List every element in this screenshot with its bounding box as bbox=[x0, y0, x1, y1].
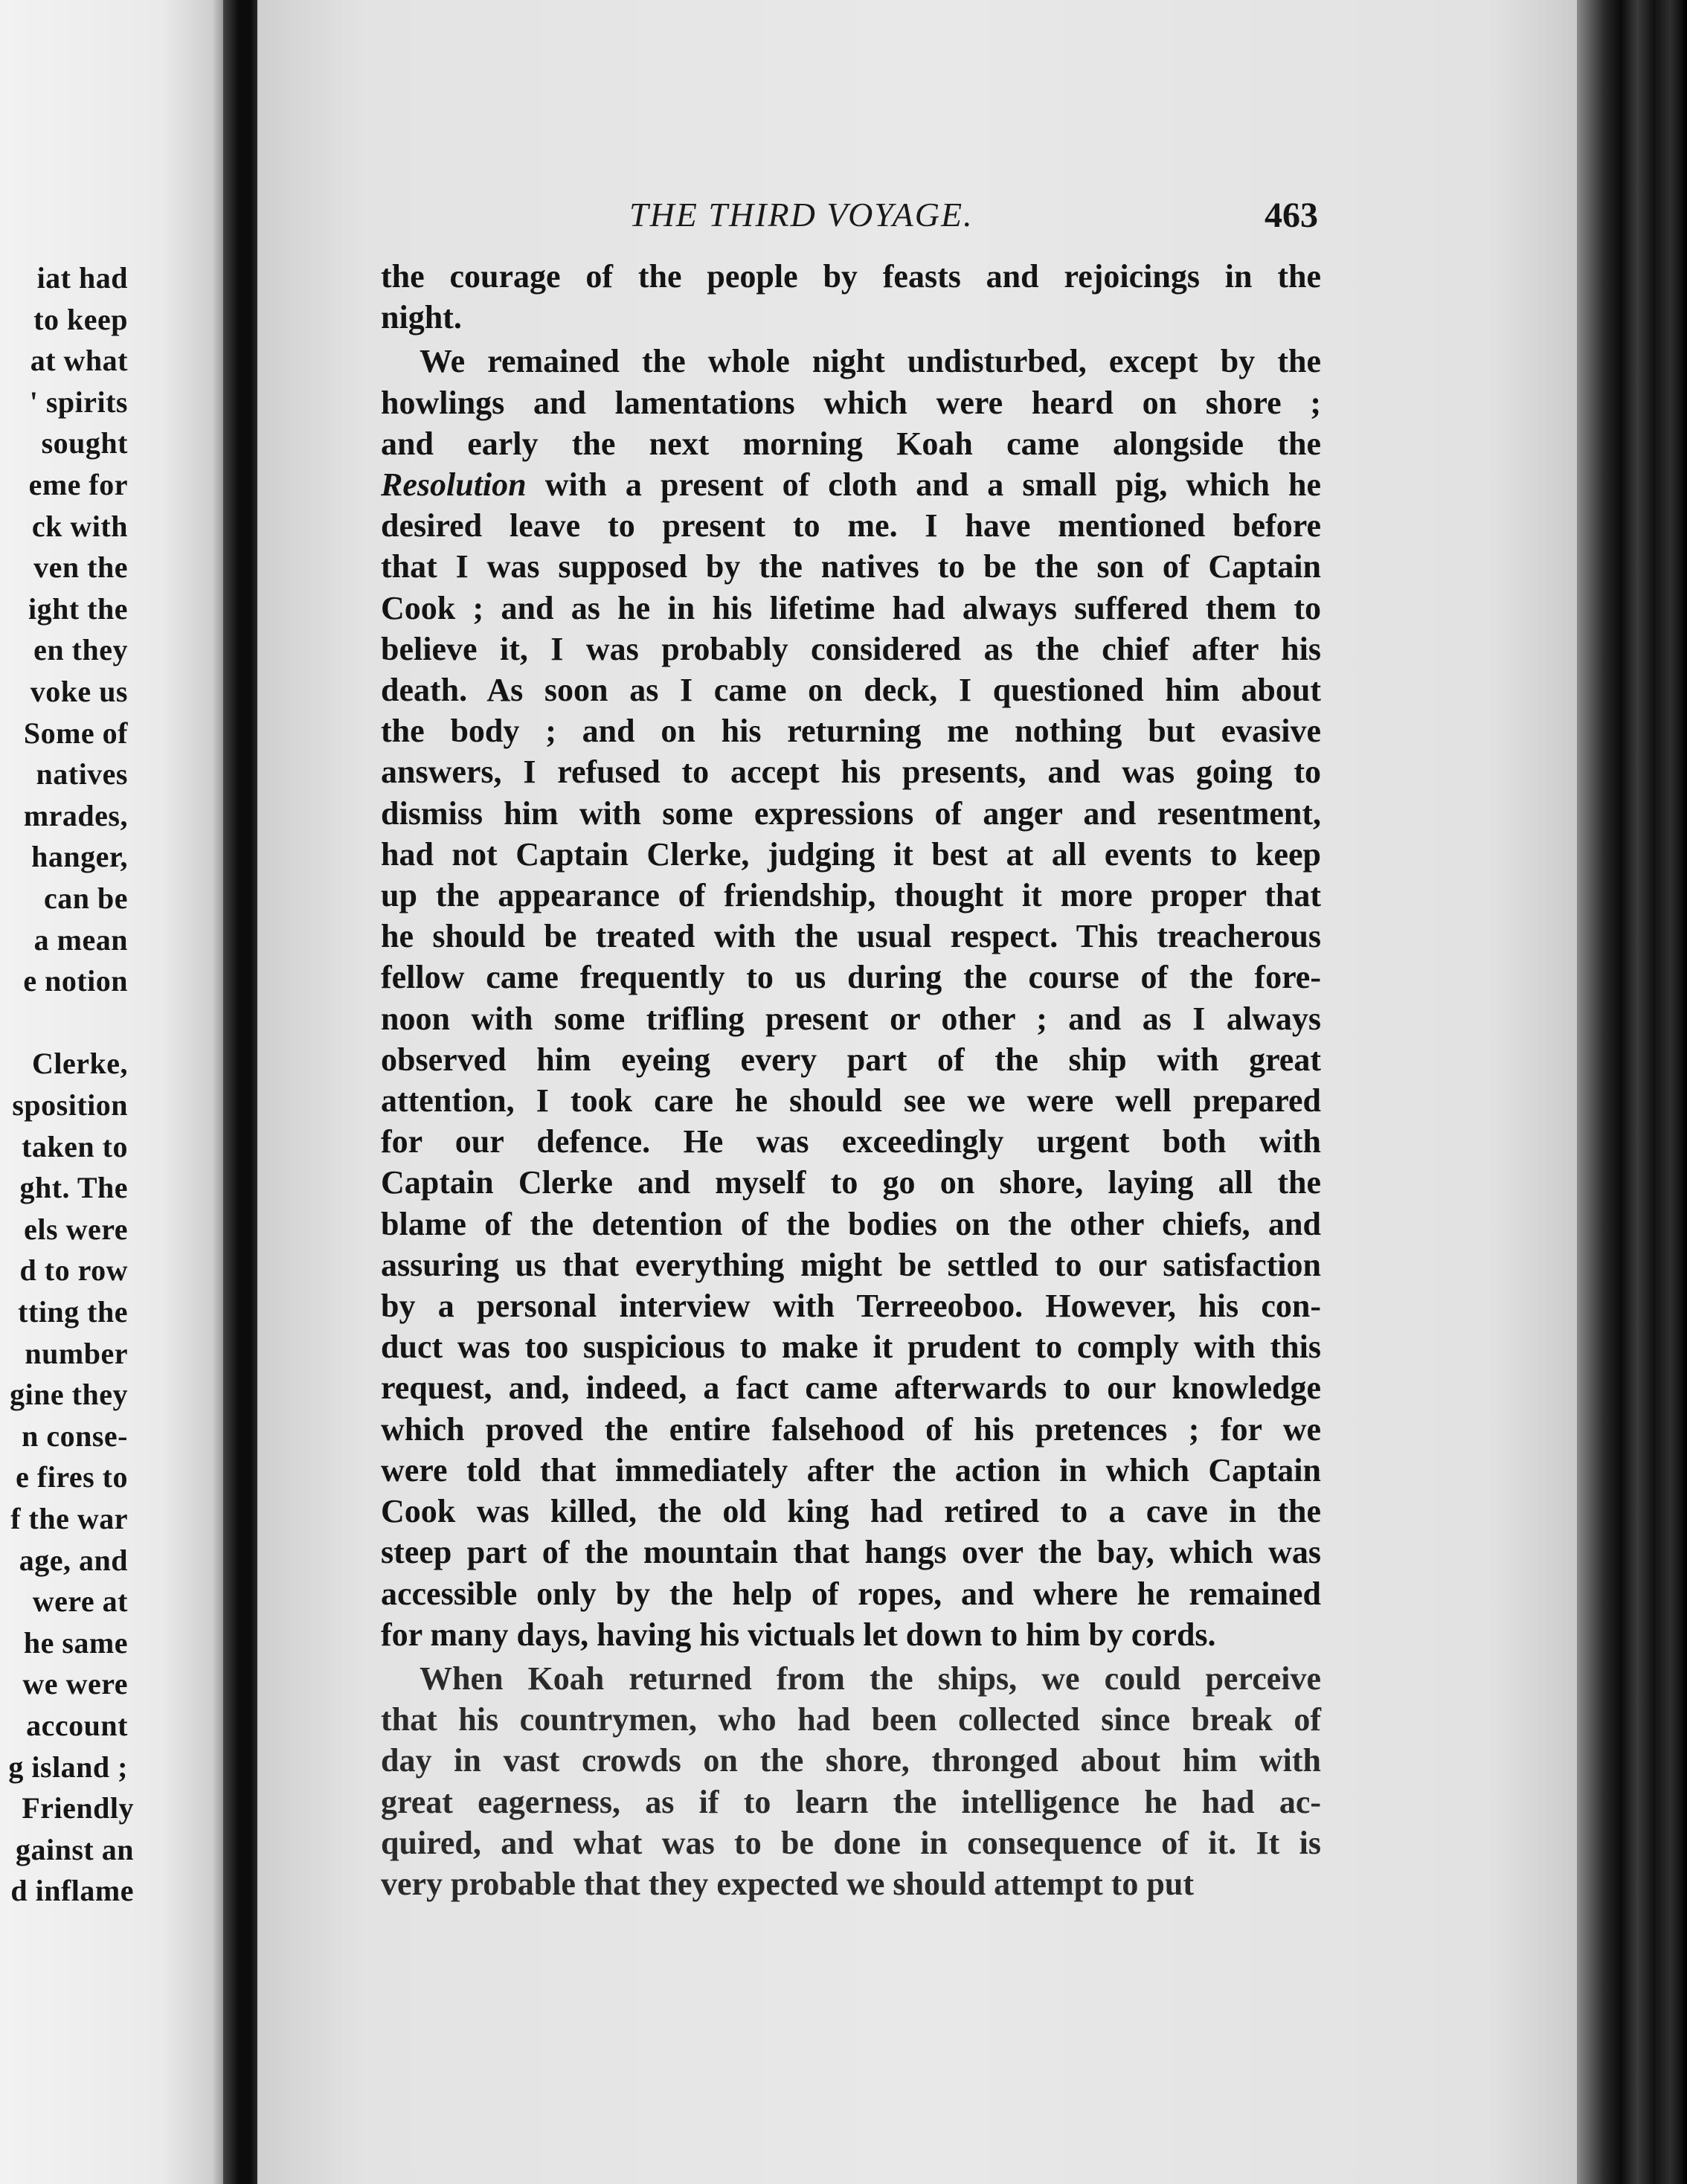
left-page-line: age, and bbox=[19, 1543, 128, 1577]
left-page-line: g island ; bbox=[8, 1750, 128, 1784]
text-line: Captain Clerke and myself to go on shore, laying all the bbox=[381, 1164, 1321, 1201]
left-page-line: d to row bbox=[19, 1253, 128, 1288]
left-page-line: voke us bbox=[30, 675, 128, 708]
left-page-line: hanger, bbox=[31, 840, 128, 874]
text-line: blame of the detention of the bodies on the other chiefs, and bbox=[381, 1205, 1321, 1242]
text-line: We remained the whole night undisturbed, except by the bbox=[420, 343, 1321, 380]
text-line: When Koah returned from the ships, we could perceive bbox=[420, 1660, 1321, 1697]
left-page-line: mrades, bbox=[23, 798, 128, 832]
left-page-line: d inflame bbox=[10, 1874, 134, 1908]
running-head: THE THIRD VOYAGE. bbox=[629, 196, 974, 234]
text-line: night. bbox=[381, 299, 462, 336]
left-page-line: he same bbox=[23, 1625, 128, 1660]
page-edge bbox=[1577, 0, 1687, 2184]
left-page-line: natives bbox=[36, 757, 128, 791]
text-line: desired leave to present to me. I have mentioned before bbox=[381, 507, 1321, 545]
left-page-line: n conse- bbox=[22, 1419, 128, 1453]
text-line: dismiss him with some expressions of anger and resentment, bbox=[381, 794, 1321, 832]
left-page-line: els were bbox=[24, 1212, 128, 1246]
text-line: which proved the entire falsehood of his pretences ; for we bbox=[381, 1410, 1321, 1448]
text-line: for many days, having his victuals let down to him by cords. bbox=[381, 1616, 1216, 1653]
text-line: were told that immediately after the action in which Captain bbox=[381, 1451, 1321, 1488]
left-page-line: tting the bbox=[18, 1295, 128, 1329]
left-page-line: sposition bbox=[12, 1088, 128, 1122]
text-line: quired, and what was to be done in consequence of it. It is bbox=[381, 1824, 1321, 1861]
text-line: fellow came frequently to us during the course of the fore- bbox=[381, 959, 1321, 996]
text-line: day in vast crowds on the shore, thronged about him with bbox=[381, 1742, 1321, 1779]
page-number: 463 bbox=[1265, 196, 1318, 235]
body-text bbox=[381, 256, 1321, 1904]
text-line: observed him eyeing every part of the ship with great bbox=[381, 1041, 1321, 1078]
text-line: answers, I refused to accept his presents, and was going to bbox=[381, 754, 1321, 791]
left-page-line: gainst an bbox=[16, 1832, 134, 1866]
left-page-line: at what bbox=[30, 344, 128, 378]
left-page-line: e fires to bbox=[16, 1460, 128, 1494]
text-line: the courage of the people by feasts and rejoicings in the bbox=[381, 258, 1321, 295]
left-page-line: eme for bbox=[28, 468, 128, 501]
left-page-line: gine they bbox=[10, 1378, 128, 1412]
text-line: duct was too suspicious to make it prudent to comply with this bbox=[381, 1329, 1321, 1366]
text-line: assuring us that everything might be settled to our satisfaction bbox=[381, 1246, 1321, 1283]
text-line: believe it, I was probably considered as the chief after his bbox=[381, 630, 1321, 667]
text-line: request, and, indeed, a fact came afterwards to our knowledge bbox=[381, 1369, 1321, 1407]
left-page-line: sought bbox=[41, 426, 128, 460]
left-page-line: a mean bbox=[33, 922, 128, 957]
left-page-line: we were bbox=[22, 1667, 128, 1701]
left-page-line: ' spirits bbox=[29, 385, 128, 419]
text-line: steep part of the mountain that hangs over the bay, which was bbox=[381, 1534, 1321, 1571]
left-page-line: iat had bbox=[36, 261, 128, 295]
text-line: up the appearance of friendship, thought it more proper that bbox=[381, 877, 1321, 914]
text-line: for our defence. He was exceedingly urgent both with bbox=[381, 1123, 1321, 1160]
text-line: death. As soon as I came on deck, I questioned him about bbox=[381, 672, 1321, 709]
left-page-line: account bbox=[26, 1709, 128, 1742]
text-line: howlings and lamentations which were heard on shore ; bbox=[381, 384, 1321, 421]
paragraph bbox=[381, 1658, 1321, 1904]
text-line: Cook ; and as he in his lifetime had always suffered them to bbox=[381, 589, 1321, 626]
text-line: by a personal interview with Terreeoboo. However, his con- bbox=[381, 1288, 1321, 1325]
left-page-line: f the war bbox=[10, 1502, 128, 1535]
text-line: noon with some trifling present or other ; and as I always bbox=[381, 1000, 1321, 1037]
left-page-line: ven the bbox=[33, 550, 128, 585]
left-page-line: can be bbox=[44, 881, 128, 915]
left-page-line: ck with bbox=[31, 509, 128, 543]
text-line: attention, I took care he should see we were well prepared bbox=[381, 1082, 1321, 1120]
left-page-line: ght. The bbox=[19, 1171, 128, 1205]
left-page-line: en they bbox=[33, 633, 128, 667]
left-page-line: number bbox=[25, 1336, 128, 1370]
left-page-line: ight the bbox=[28, 591, 128, 626]
left-page-line: taken to bbox=[22, 1129, 128, 1163]
text-line: very probable that they expected we should attempt to put bbox=[381, 1865, 1195, 1902]
left-page-line: e notion bbox=[23, 964, 128, 998]
left-page-line: Clerke, bbox=[31, 1047, 128, 1081]
text-line: that I was supposed by the natives to be the son of Captain bbox=[381, 548, 1321, 585]
left-page-line: Some of bbox=[23, 716, 128, 750]
left-page-line: to keep bbox=[33, 302, 128, 336]
text-line: the body ; and on his returning me nothing but evasive bbox=[381, 713, 1321, 750]
text-line: had not Captain Clerke, judging it best at all events to keep bbox=[381, 835, 1321, 873]
text-line: Resolution with a present of cloth and a small pig, which he bbox=[381, 466, 1321, 504]
text-line: Cook was killed, the old king had retired to a cave in the bbox=[381, 1493, 1321, 1530]
text-line: accessible only by the help of ropes, and where he remained bbox=[381, 1575, 1321, 1612]
left-page-line: Friendly bbox=[22, 1791, 134, 1825]
text-line: that his countrymen, who had been collected since break of bbox=[381, 1701, 1321, 1738]
left-page-line: were at bbox=[32, 1584, 128, 1619]
text-line: he should be treated with the usual respect. This treacherous bbox=[381, 918, 1321, 955]
left-page bbox=[0, 0, 231, 2184]
paragraph bbox=[381, 341, 1321, 1655]
text-line: and early the next morning Koah came alongside the bbox=[381, 425, 1321, 462]
text-line: great eagerness, as if to learn the intelligence he had ac- bbox=[381, 1783, 1321, 1820]
book-gutter bbox=[223, 0, 262, 2184]
paragraph bbox=[381, 256, 1321, 338]
